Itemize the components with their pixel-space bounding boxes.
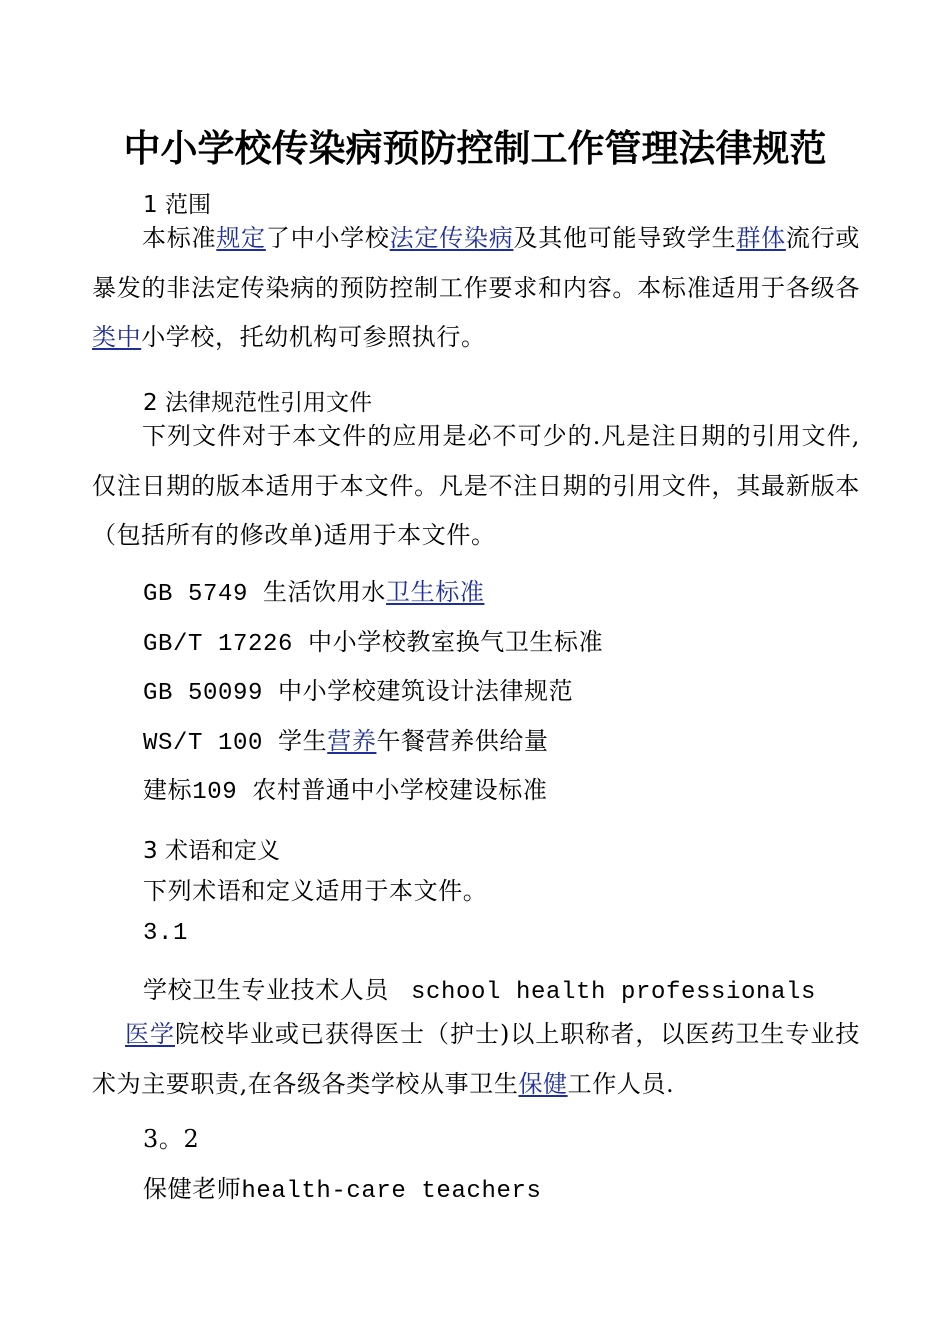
- term-english: health-care teachers: [241, 1178, 542, 1205]
- link-hygiene-standard[interactable]: 卫生标准: [386, 578, 485, 606]
- section-heading-scope: 1 范围: [143, 192, 211, 218]
- text-run: 及其他可能导致学生: [513, 224, 737, 252]
- text-run: 流行或暴发的非法定传染病的预防控制工作要求和内容。本标准适用于各级各: [92, 224, 861, 302]
- reference-item: [143, 622, 603, 658]
- terms-intro: 下列术语和定义适用于本文件。: [143, 877, 488, 905]
- reference-code: GB 50099: [143, 680, 279, 707]
- text-run: 农村普通中小学校建设标准: [252, 776, 548, 804]
- section-heading-terms: 3 术语和定义: [143, 838, 280, 864]
- term-english: school health professionals: [411, 979, 817, 1006]
- link-health-care[interactable]: 保健: [518, 1069, 568, 1098]
- reference-item: [143, 572, 484, 608]
- reference-item: [143, 721, 549, 757]
- text-run: 本标准: [142, 224, 217, 252]
- reference-code: 109: [192, 779, 253, 806]
- document-title: 中小学校传染病预防控制工作管理法律规范: [123, 126, 827, 170]
- reference-item: [143, 770, 547, 806]
- reference-item: [143, 671, 573, 707]
- link-category[interactable]: 类中: [92, 323, 142, 351]
- term-definition: [92, 1010, 860, 1109]
- references-paragraph: 下列文件对于本文件的应用是必不可少的.凡是注日期的引用文件,仅注日期的版本适用于本文件。凡是不注日期的引用文件，其最新版本（包括所有的修改单)适用于本文件。: [92, 422, 860, 549]
- text-run: 了中小学校: [265, 224, 390, 252]
- reference-code: GB 5749: [143, 581, 264, 608]
- clause-number: 3。2: [143, 1125, 200, 1153]
- link-group[interactable]: 群体: [736, 224, 786, 252]
- text-run: 学生: [278, 727, 328, 755]
- link-guiding[interactable]: 规定: [216, 224, 266, 252]
- text-run: 中小学校教室换气卫生标准: [308, 628, 604, 656]
- reference-code: WS/T 100: [143, 730, 279, 757]
- term-chinese: 学校卫生专业技术人员: [143, 976, 389, 1004]
- text-run: 午餐营养供给量: [376, 727, 549, 755]
- clause-number: 3.1: [143, 920, 189, 947]
- term-entry: [143, 970, 816, 1006]
- scope-paragraph: [92, 214, 860, 363]
- reference-code: GB/T 17226: [143, 631, 309, 658]
- text-run: 工作人员.: [567, 1069, 675, 1098]
- term-entry: [143, 1169, 541, 1205]
- text-run: 院校毕业或已获得医士（护士)以上职称者，以医药卫生专业技术为主要职责,在各级各类学校从事卫生: [92, 1020, 860, 1098]
- term-chinese: 保健老师: [143, 1175, 242, 1203]
- link-legal-infectious-disease[interactable]: 法定传染病: [389, 224, 514, 252]
- link-nutrition[interactable]: 营养: [327, 727, 377, 755]
- link-medicine[interactable]: 医学: [125, 1020, 176, 1048]
- text-run: 中小学校建筑设计法律规范: [278, 677, 574, 705]
- text-run: 小学校，托幼机构可参照执行。: [141, 323, 486, 351]
- text-run: 生活饮用水: [263, 578, 387, 606]
- text-run: 建标: [143, 776, 193, 804]
- section-heading-normative-references: 2 法律规范性引用文件: [143, 390, 372, 416]
